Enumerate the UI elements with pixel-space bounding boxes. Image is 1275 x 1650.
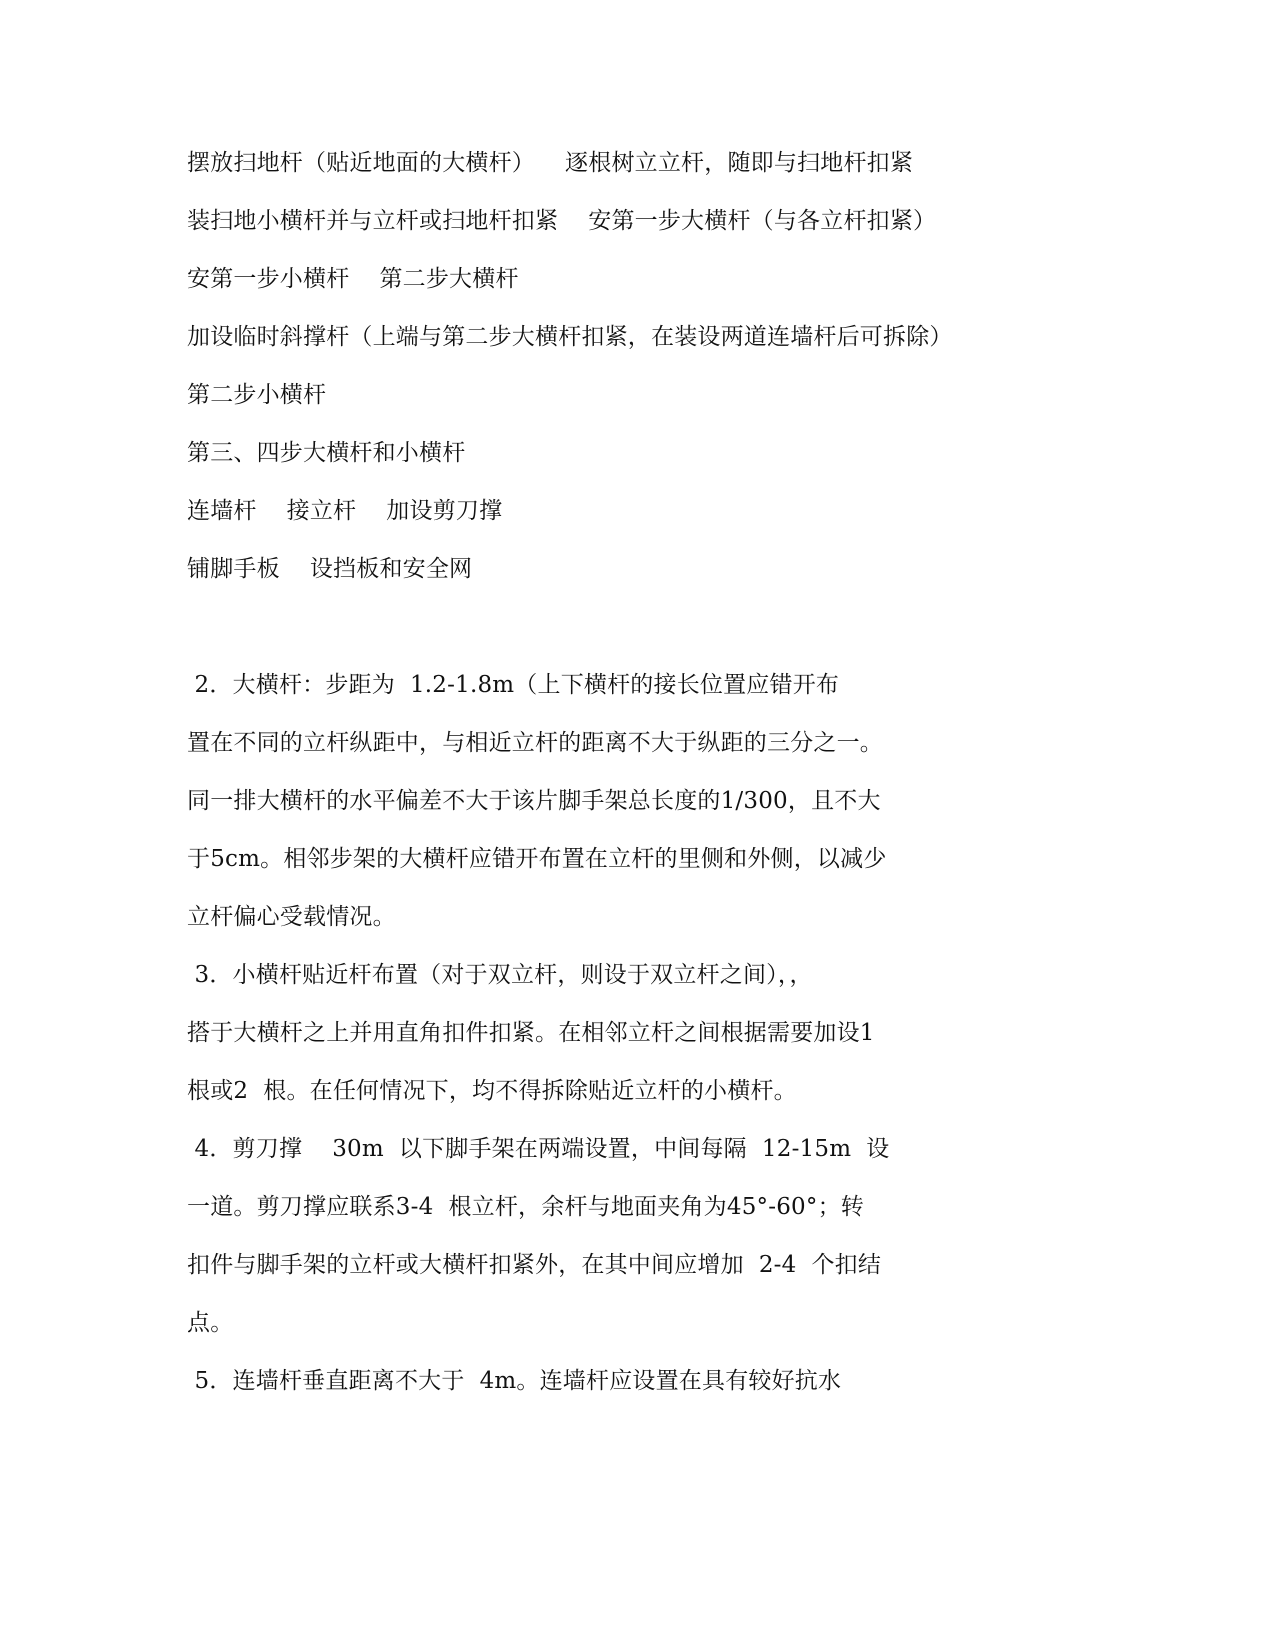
paragraph-3-line: 3．小横杆贴近杆布置（对于双立杆，则设于双立杆之间），， (187, 962, 813, 988)
paragraph-2-line: 立杆偏心受载情况。 (187, 904, 396, 930)
text-line: 装扫地小横杆并与立杆或扫地杆扣紧 安第一步大横杆（与各立杆扣紧） (187, 208, 937, 234)
text-line: 第二步小横杆 (187, 382, 327, 408)
paragraph-2-line: 置在不同的立杆纵距中，与相近立杆的距离不大于纵距的三分之一。 (187, 730, 883, 756)
paragraph-5-line: 5．连墙杆垂直距离不大于 4m。连墙杆应设置在具有较好抗水 (187, 1368, 842, 1394)
paragraph-2-line: 于5cm。相邻步架的大横杆应错开布置在立杆的里侧和外侧，以减少 (187, 846, 887, 872)
paragraph-4-line: 点。 (187, 1310, 234, 1336)
paragraph-4-line: 一道。剪刀撑应联系3-4 根立杆，余杆与地面夹角为45°-60°；转 (187, 1194, 864, 1220)
paragraph-2-line: 同一排大横杆的水平偏差不大于该片脚手架总长度的1/300，且不大 (187, 788, 881, 814)
text-line: 铺脚手板 设挡板和安全网 (187, 556, 473, 582)
text-line: 连墙杆 接立杆 加设剪刀撑 (187, 498, 503, 524)
text-line: 安第一步小横杆 第二步大横杆 (187, 266, 519, 292)
paragraph-4-line: 4．剪刀撑 30m 以下脚手架在两端设置，中间每隔 12-15m 设 (187, 1136, 890, 1162)
text-line: 第三、四步大横杆和小横杆 (187, 440, 466, 466)
text-line: 加设临时斜撑杆（上端与第二步大横杆扣紧，在装设两道连墙杆后可拆除） (187, 324, 953, 350)
paragraph-3-line: 根或2 根。在任何情况下，均不得拆除贴近立杆的小横杆。 (187, 1078, 797, 1104)
paragraph-3-line: 搭于大横杆之上并用直角扣件扣紧。在相邻立杆之间根据需要加设1 (187, 1020, 875, 1046)
text-line: 摆放扫地杆（贴近地面的大横杆） 逐根树立立杆，随即与扫地杆扣紧 (187, 150, 914, 176)
paragraph-4-line: 扣件与脚手架的立杆或大横杆扣紧外，在其中间应增加 2-4 个扣结 (187, 1252, 882, 1278)
paragraph-2-line: 2．大横杆：步距为 1.2-1.8m（上下横杆的接长位置应错开布 (187, 672, 840, 698)
